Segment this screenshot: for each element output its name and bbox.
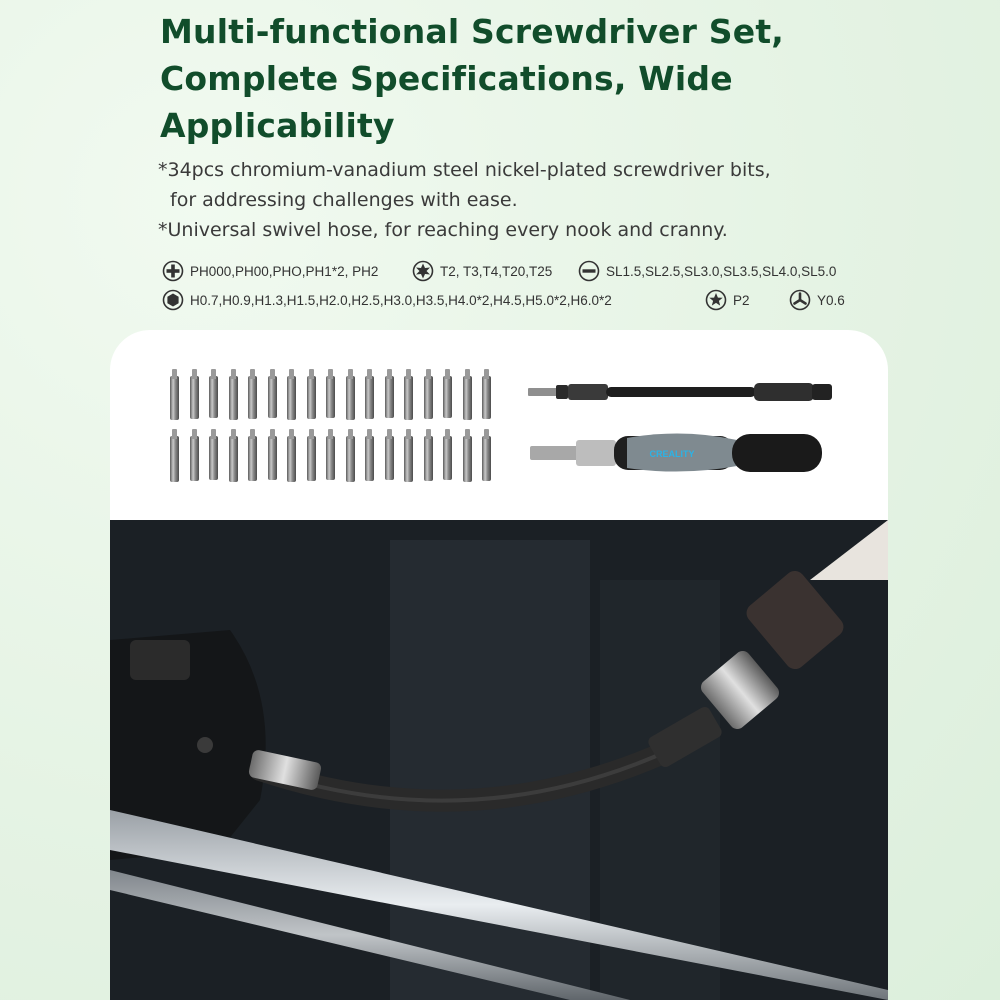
screwdriver-bit: [385, 376, 394, 418]
screwdriver-bit: [404, 376, 413, 420]
screwdriver-bit: [248, 436, 257, 481]
pentalobe-icon: [705, 289, 727, 311]
usage-photo: [110, 520, 888, 1000]
screwdriver-bit: [229, 436, 238, 482]
screwdriver-bit: [268, 436, 277, 480]
hex-icon: [162, 289, 184, 311]
screwdriver-bit: [287, 436, 296, 482]
screwdriver-bit: [443, 436, 452, 480]
torx-icon: [412, 260, 434, 282]
spec-pentalobe-text: P2: [733, 292, 750, 308]
screwdriver-bit: [463, 436, 472, 482]
screwdriver-bit: [190, 436, 199, 481]
page-title: [160, 8, 960, 149]
brand-logo: CREALITY: [649, 449, 695, 459]
screwdriver-bit: [365, 376, 374, 419]
screwdriver-bit: [170, 376, 179, 420]
feature-bits: [158, 155, 878, 215]
tri-wing-icon: [789, 289, 811, 311]
spec-slotted-text: SL1.5,SL2.5,SL3.0,SL3.5,SL4.0,SL5.0: [606, 263, 837, 279]
spec-phillips: [162, 260, 378, 282]
screwdriver-bit: [463, 376, 472, 420]
phillips-icon: [162, 260, 184, 282]
feature-description: [158, 155, 878, 245]
title-line-3: Applicability: [160, 106, 395, 145]
feature-bits-line-1: *34pcs chromium-vanadium steel nickel-plated screwdriver bits,: [158, 159, 771, 181]
spec-tri-wing-text: Y0.6: [817, 292, 845, 308]
screwdriver-bit: [346, 436, 355, 482]
slotted-icon: [578, 260, 600, 282]
title-line-1: Multi-functional Screwdriver Set,: [160, 12, 785, 51]
screwdriver-bit: [326, 376, 335, 418]
screwdriver-bit: [268, 376, 277, 418]
feature-hose: *Universal swivel hose, for reaching every nook and cranny.: [158, 219, 728, 241]
spec-hex: [162, 289, 612, 311]
screwdriver-bit: [346, 376, 355, 420]
screwdriver-bit: [385, 436, 394, 480]
feature-bits-line-2: for addressing challenges with ease.: [170, 189, 518, 211]
screwdriver-bit: [190, 376, 199, 419]
screwdriver-bit: [307, 436, 316, 481]
screwdriver-bit: [424, 376, 433, 419]
extension-hose: [522, 376, 842, 486]
screwdriver-bit: [209, 436, 218, 480]
screwdriver-bit: [229, 376, 238, 420]
spec-torx: [412, 260, 552, 282]
screwdriver-bit: [443, 376, 452, 418]
spec-pentalobe: [705, 289, 750, 311]
spec-hex-text: H0.7,H0.9,H1.3,H1.5,H2.0,H2.5,H3.0,H3.5,H4.0*2,H4.5,H5.0*2,H6.0*2: [190, 292, 612, 308]
screwdriver-bit: [404, 436, 413, 482]
title-line-2: Complete Specifications, Wide: [160, 59, 733, 98]
screwdriver-bit: [287, 376, 296, 420]
screwdriver-bit: [209, 376, 218, 418]
screwdriver-bit: [326, 436, 335, 480]
screwdriver-bit: [170, 436, 179, 482]
screwdriver-bit: [365, 436, 374, 481]
screwdriver-bit: [482, 376, 491, 419]
spec-torx-text: T2, T3,T4,T20,T25: [440, 263, 553, 279]
spec-tri-wing: [789, 289, 845, 311]
screwdriver-bit: [482, 436, 491, 481]
product-showcase: [110, 330, 888, 520]
screwdriver-handle: [530, 433, 822, 472]
screwdriver-bit: [307, 376, 316, 419]
spec-slotted: [578, 260, 836, 282]
spec-phillips-text: PH000,PH00,PHO,PH1*2, PH2: [190, 263, 379, 279]
screwdriver-bit: [424, 436, 433, 481]
screwdriver-bit: [248, 376, 257, 419]
